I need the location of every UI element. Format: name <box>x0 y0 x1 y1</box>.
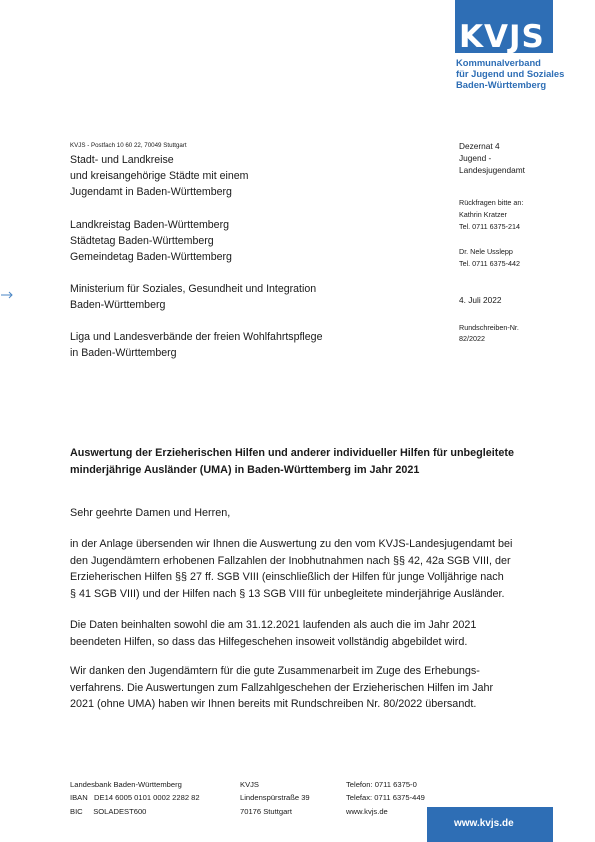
circular-number: 82/2022 <box>459 334 485 343</box>
fold-mark-arrow-icon <box>1 289 15 301</box>
contact-phone: Tel. 0711 6375-442 <box>459 259 521 268</box>
bank-iban: IBAN DE14 6005 0101 0002 2282 82 <box>70 793 200 803</box>
recipient-line: Landkreistag Baden-Württemberg <box>70 219 229 231</box>
contact-phone: Tel. 0711 6375-214 <box>459 222 521 231</box>
recipient-line: Liga und Landesverbände der freien Wohlfahrtspflege <box>70 331 323 343</box>
subject-line: Auswertung der Erzieherischen Hilfen und anderer individueller Hilfen für unbegleitete <box>70 447 514 459</box>
footer-address <box>240 778 310 818</box>
recipient-line: Ministerium für Soziales, Gesundheit und Integration <box>70 283 317 295</box>
department: Dezernat 4 <box>459 141 500 151</box>
website-link[interactable]: www.kvjs.de <box>346 806 388 816</box>
org-name-line-1: Kommunalverband <box>456 57 541 68</box>
recipient-line: und kreisangehörige Städte mit einem <box>70 170 249 182</box>
contact-label: Rückfragen bitte an: <box>459 198 524 207</box>
paragraph-line: Wir danken den Jugendämtern für die gute Zusammenarbeit im Zuge des Erhebungs- <box>70 665 480 677</box>
kvjs-logo: KVJS <box>459 19 545 55</box>
paragraph-line: 2021 (ohne UMA) haben wir Ihnen bereits mit Rundschreiben Nr. 80/2022 übersandt. <box>70 698 477 710</box>
footer-contact <box>346 778 425 818</box>
department-unit: Jugend - <box>459 153 492 163</box>
paragraph-line: Erzieherischen Hilfen §§ 27 ff. SGB VIII (einschließlich der Hilfen für junge Volljährige nach <box>70 571 504 583</box>
body-paragraph-1 <box>70 536 532 602</box>
letter-date: 4. Juli 2022 <box>459 295 502 305</box>
recipient-line: Stadt- und Landkreise <box>70 154 174 166</box>
paragraph-line: beendeten Hilfen, so dass das Hilfegeschehen insoweit vollständig abgebildet wird. <box>70 635 468 648</box>
city: 70176 Stuttgart <box>240 806 292 816</box>
org-short: KVJS <box>240 780 259 789</box>
bank-bic: BIC SOLADEST600 <box>70 806 147 816</box>
subject-line: minderjährige Ausländer (UMA) in Baden-Württemberg im Jahr 2021 <box>70 464 420 476</box>
body-paragraph-3 <box>70 663 532 713</box>
web-badge-link[interactable]: www.kvjs.de <box>454 818 514 829</box>
paragraph-line: verfahrens. Die Auswertungen zum Fallzahlgeschehen der Erzieherischen Hilfen im Jahr <box>70 681 494 694</box>
recipient-line: Städtetag Baden-Württemberg <box>70 235 214 247</box>
paragraph-line: den Jugendämtern erhobenen Fallzahlen der Inobhutnahmen nach §§ 42, 42a SGB VIII, der <box>70 554 511 567</box>
phone: Telefon: 0711 6375-0 <box>346 780 417 789</box>
paragraph-line: § 41 SGB VIII) und der Hilfen nach § 13 SGB VIII für unbegleitete minderjährige Ausländer. <box>70 587 505 600</box>
body-paragraph-2 <box>70 617 532 650</box>
circular-label: Rundschreiben-Nr. <box>459 323 519 332</box>
fax: Telefax: 0711 6375-449 <box>346 793 425 803</box>
contact-name: Dr. Nele Usslepp <box>459 247 513 256</box>
recipient-line: in Baden-Württemberg <box>70 347 177 359</box>
footer-bank-details <box>70 778 200 818</box>
paragraph-line: Die Daten beinhalten sowohl die am 31.12.2021 laufenden als auch die im Jahr 2021 <box>70 619 477 631</box>
org-name-line-2: für Jugend und Soziales <box>456 68 565 79</box>
recipient-line: Gemeindetag Baden-Württemberg <box>70 251 232 263</box>
paragraph-line: in der Anlage übersenden wir Ihnen die Auswertung zu den vom KVJS-Landesjugendamt bei <box>70 538 513 550</box>
bank-name: Landesbank Baden-Württemberg <box>70 780 182 789</box>
sender-return-address: KVJS - Postfach 10 60 22, 70049 Stuttgart <box>70 142 187 149</box>
letter-subject <box>70 445 550 479</box>
salutation: Sehr geehrte Damen und Herren, <box>70 507 231 519</box>
recipient-line: Jugendamt in Baden-Württemberg <box>70 186 232 198</box>
street: Lindenspürstraße 39 <box>240 793 310 803</box>
recipient-line: Baden-Württemberg <box>70 299 166 311</box>
contact-name: Kathrin Kratzer <box>459 210 507 219</box>
department-unit: Landesjugendamt <box>459 165 525 175</box>
org-name-line-3: Baden-Württemberg <box>456 79 547 90</box>
